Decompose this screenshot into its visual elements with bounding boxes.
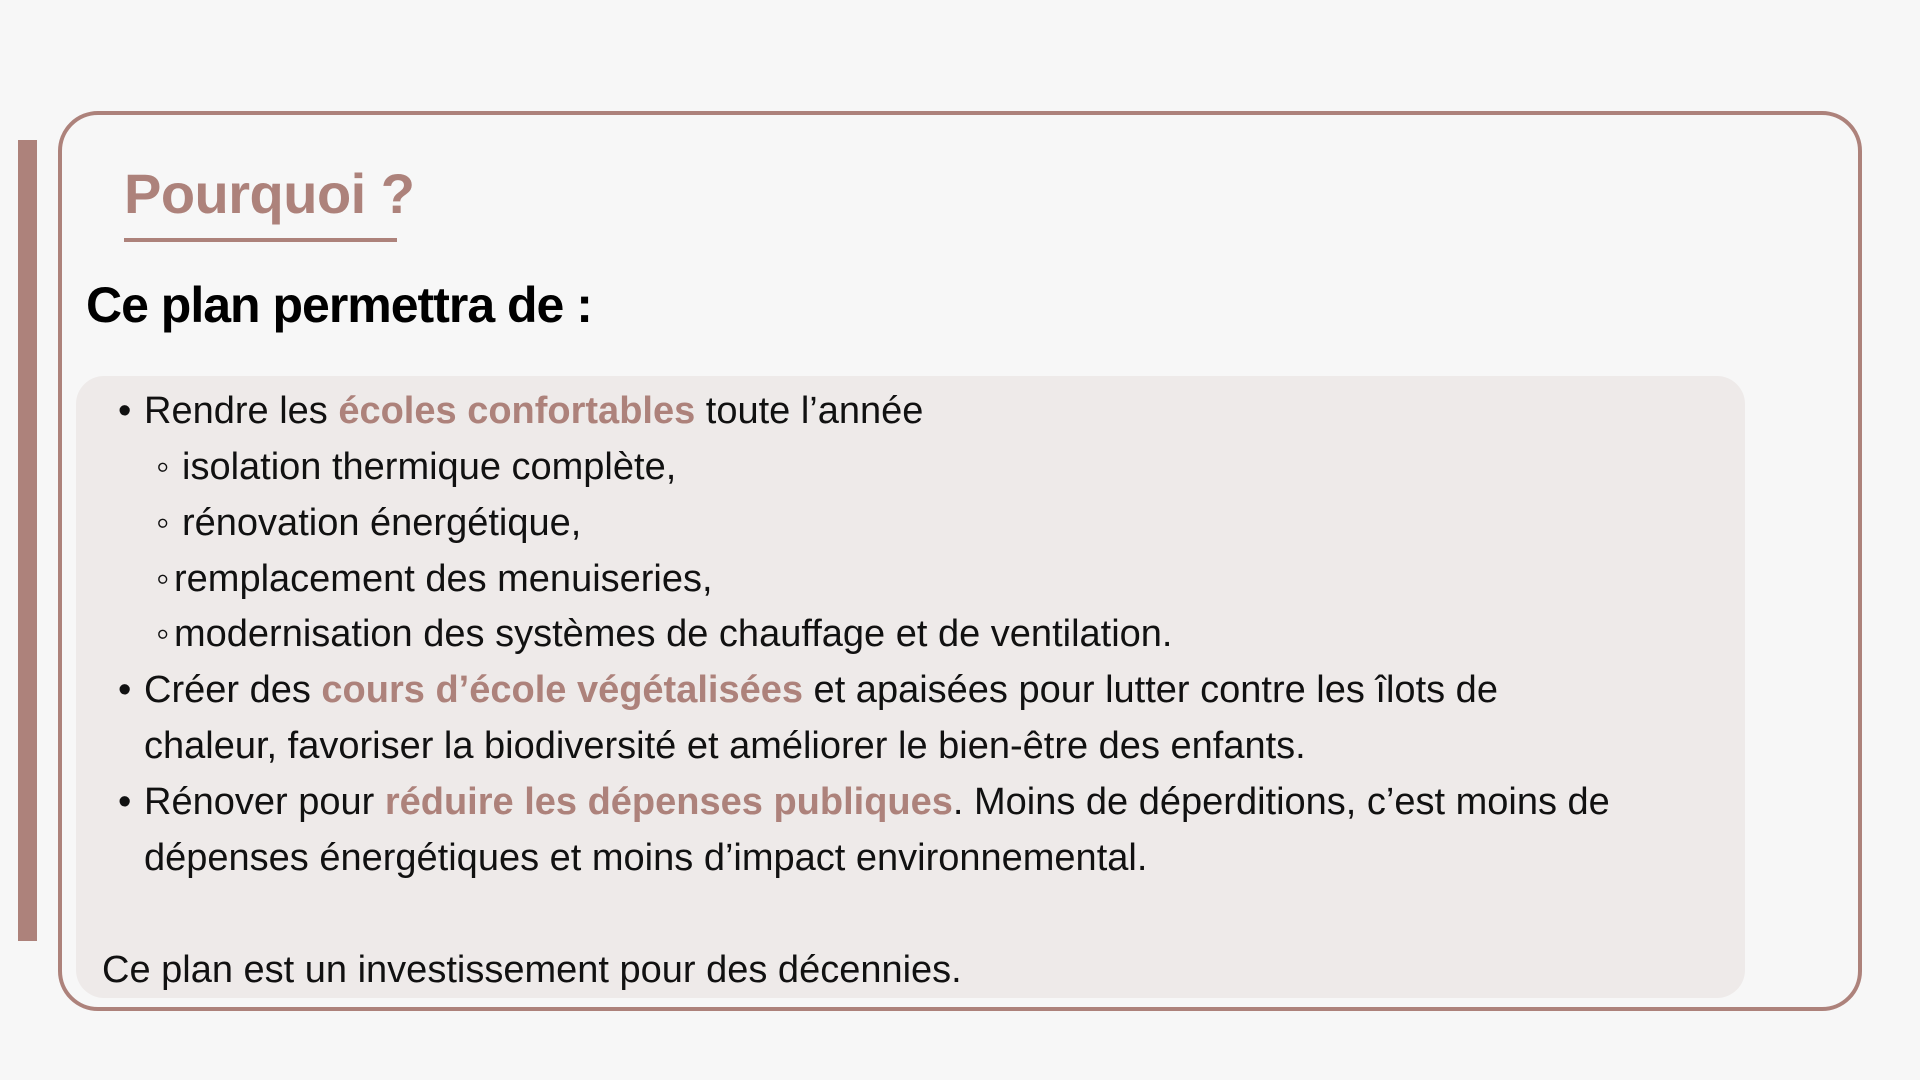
list-item [118, 383, 923, 439]
bullet-icon: • [118, 781, 132, 823]
sub-list-item [156, 495, 581, 551]
sub-list-item [156, 439, 676, 495]
sub-bullet-icon: ◦ [156, 613, 170, 655]
list-item-text: Rénover pour [144, 781, 385, 823]
bullet-icon: • [118, 669, 132, 711]
list-item-highlight: écoles confortables [338, 390, 696, 432]
list-item-text: Rendre les [144, 390, 339, 432]
list-item-continuation: dépenses énergétiques et moins d’impact environnemental. [144, 837, 1148, 879]
list-item-highlight: cours d’école végétalisées [321, 669, 803, 711]
subheading: Ce plan permettra de : [86, 277, 592, 333]
list-item-text: toute l’année [695, 390, 924, 432]
list-item-continuation: chaleur, favoriser la biodiversité et améliorer le bien-être des enfants. [144, 725, 1306, 767]
bullet-icon: • [118, 390, 132, 432]
sub-list-item-text: isolation thermique complète, [182, 446, 677, 488]
title-underline [124, 238, 397, 242]
list-item-text: et apaisées pour lutter contre les îlots de [803, 669, 1498, 711]
sub-bullet-icon: ◦ [156, 446, 170, 488]
sub-list-item-text: modernisation des systèmes de chauffage et de ventilation. [174, 613, 1173, 655]
list-item-highlight: réduire les dépenses publiques [384, 781, 953, 823]
sub-list-item [156, 606, 1172, 662]
list-item [118, 662, 1498, 718]
list-item-text: Créer des [144, 669, 322, 711]
list-item-text: . Moins de déperditions, c’est moins de [952, 781, 1610, 823]
sub-list-item-text: rénovation énergétique, [182, 502, 582, 544]
sub-bullet-icon: ◦ [156, 502, 170, 544]
list-item [118, 774, 1610, 830]
sub-bullet-icon: ◦ [156, 558, 170, 600]
accent-bar [18, 140, 37, 941]
page-title: Pourquoi ? [124, 162, 415, 225]
sub-list-item [156, 551, 713, 607]
conclusion-text: Ce plan est un investissement pour des décennies. [102, 949, 962, 991]
sub-list-item-text: remplacement des menuiseries, [174, 558, 713, 600]
